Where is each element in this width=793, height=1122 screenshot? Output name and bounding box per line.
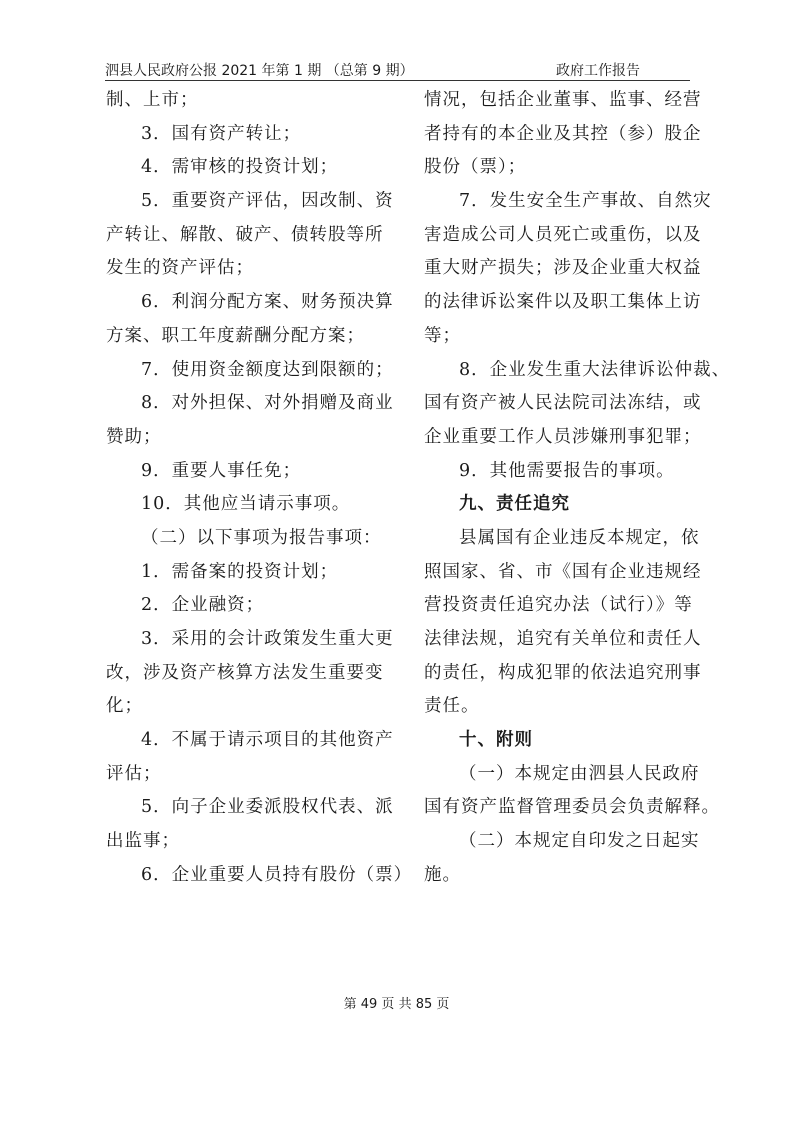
publication-title: 泗县人民政府公报 2021 年第 1 期 （总第 9 期） bbox=[105, 63, 414, 79]
text-line: 企业重要工作人员涉嫌刑事犯罪； bbox=[424, 426, 702, 447]
text-line: 等； bbox=[424, 325, 461, 346]
text-line: （二）本规定自印发之日起实 bbox=[459, 831, 700, 852]
text-line: 方案、职工年度薪酬分配方案； bbox=[106, 325, 365, 346]
text-line: 5．重要资产评估，因改制、资 bbox=[141, 191, 394, 212]
text-line: 者持有的本企业及其控（参）股企 bbox=[424, 123, 702, 144]
text-line: 施。 bbox=[424, 864, 461, 885]
text-line: 7．使用资金额度达到限额的； bbox=[141, 359, 394, 380]
text-line: 9．重要人事任免； bbox=[141, 460, 302, 481]
left-column bbox=[106, 84, 411, 893]
text-line: 10．其他应当请示事项。 bbox=[141, 494, 351, 515]
text-line: 国有资产被人民法院司法冻结，或 bbox=[424, 393, 702, 414]
text-line: 制、上市； bbox=[106, 90, 199, 110]
text-line: 发生的资产评估； bbox=[106, 258, 254, 279]
text-line: 的法律诉讼案件以及职工集体上访 bbox=[424, 292, 702, 313]
text-line: 评估； bbox=[106, 763, 162, 784]
section-heading: 九、责任追究 bbox=[459, 494, 570, 515]
text-line: 9．其他需要报告的事项。 bbox=[459, 460, 675, 481]
text-line: 法律法规，追究有关单位和责任人 bbox=[424, 629, 702, 649]
text-line: 赞助； bbox=[106, 426, 162, 447]
text-line: 害造成公司人员死亡或重伤，以及 bbox=[424, 224, 702, 245]
text-line: 情况，包括企业董事、监事、经营 bbox=[424, 90, 702, 110]
text-line: 出监事； bbox=[106, 831, 180, 852]
text-line: 4．需审核的投资计划； bbox=[141, 157, 339, 178]
text-line: 4．不属于请示项目的其他资产 bbox=[141, 730, 394, 751]
text-line: 股份（票）； bbox=[424, 157, 527, 178]
text-line: 6．企业重要人员持有股份（票） bbox=[141, 864, 413, 885]
text-line: 3．国有资产转让； bbox=[141, 123, 302, 144]
text-line: （一）本规定由泗县人民政府 bbox=[459, 763, 700, 784]
text-line: 重大财产损失；涉及企业重大权益 bbox=[424, 258, 702, 279]
text-line: 改，涉及资产核算方法发生重要变 bbox=[106, 662, 384, 683]
section-title: 政府工作报告 bbox=[556, 63, 640, 79]
text-line: 2．企业融资； bbox=[141, 595, 265, 616]
text-line: 县属国有企业违反本规定，依 bbox=[459, 527, 700, 548]
text-line: 8．对外担保、对外捐赠及商业 bbox=[141, 393, 394, 414]
text-line: 的责任，构成犯罪的依法追究刑事 bbox=[424, 662, 702, 683]
text-line: 营投资责任追究办法（试行）》等 bbox=[424, 595, 693, 616]
text-line: 5．向子企业委派股权代表、派 bbox=[141, 797, 394, 818]
text-line: 照国家、省、市《国有企业违规经 bbox=[424, 561, 702, 582]
text-line: 产转让、解散、破产、债转股等所 bbox=[106, 224, 384, 245]
page-header bbox=[105, 58, 690, 81]
text-line: 6．利润分配方案、财务预决算 bbox=[141, 292, 394, 313]
text-line: 责任。 bbox=[424, 696, 480, 717]
page-number: 第 49 页 共 85 页 bbox=[343, 997, 450, 1012]
text-line: 化； bbox=[106, 696, 143, 717]
text-line: 1．需备案的投资计划； bbox=[141, 561, 339, 582]
right-column bbox=[424, 84, 731, 893]
subsection-title: （二）以下事项为报告事项： bbox=[141, 527, 382, 548]
section-heading: 十、附则 bbox=[459, 730, 533, 751]
text-line: 3．采用的会计政策发生重大更 bbox=[141, 629, 394, 649]
text-line: 7．发生安全生产事故、自然灾 bbox=[459, 191, 712, 212]
text-line: 8．企业发生重大法律诉讼仲裁、 bbox=[459, 359, 731, 380]
text-line: 国有资产监督管理委员会负责解释。 bbox=[424, 797, 720, 818]
